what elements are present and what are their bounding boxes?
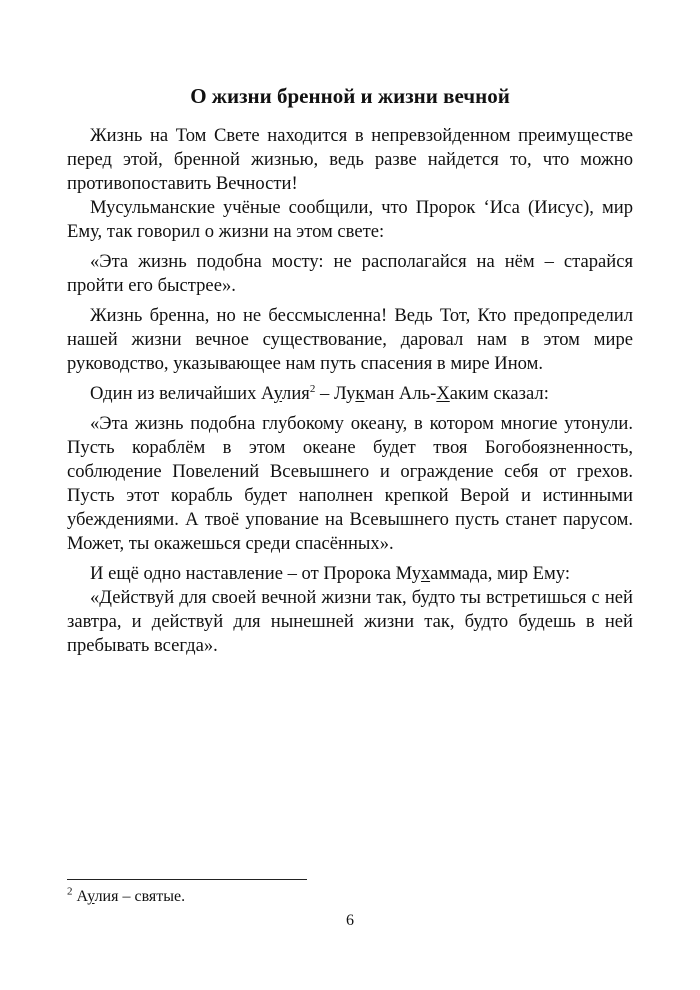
paragraph-1: Жизнь на Том Свете находится в непревзойденном преимуществе перед этой, бренной жизнью, ведь разве найдется то, что можно противопоставить Вечности! — [67, 125, 633, 194]
underlined-letter: Х — [436, 383, 450, 404]
text-run: аммада, мир Ему: — [430, 563, 571, 584]
underlined-letter: к — [355, 383, 365, 404]
text-run: А — [72, 888, 88, 905]
paragraph-luqman-intro — [67, 382, 633, 406]
paragraph-2: Мусульманские учёные сообщили, что Пророк ‘Иса (Иисус), мир Ему, так говорил о жизни на этом свете: — [67, 197, 633, 242]
underlined-letter: х — [421, 563, 431, 584]
text-run: лия – святые. — [94, 888, 186, 905]
paragraph-3: Жизнь бренна, но не бессмысленна! Ведь Тот, Кто предопределил нашей жизни вечное существование, даровал нам в этом мире руководство, указывающее нам путь спасения в мире Ином. — [67, 305, 633, 374]
text-run: Один из величайших А — [90, 383, 274, 404]
footnote-ref: 2 — [309, 382, 316, 395]
text-run: ман Аль- — [364, 383, 437, 404]
quote-muhammad: «Действуй для своей вечной жизни так, будто ты встретишься с ней завтра, и действуй для нынешней жизни так, будто будешь в ней пребывать всегда». — [67, 587, 633, 656]
text-run: аким сказал: — [449, 383, 549, 404]
underlined-letter: у — [87, 888, 95, 905]
footnote-number: 2 — [67, 885, 73, 898]
page-number: 6 — [346, 912, 354, 929]
text-run: И ещё одно наставление – от Пророка Му — [90, 563, 422, 584]
text-run: – Лу — [315, 383, 356, 404]
footnote-divider — [67, 879, 307, 880]
quote-luqman: «Эта жизнь подобна глубокому океану, в котором многие утонули. Пусть кораблём в этом океане будет твоя Богобоязненность, соблюдение Повелений Всевышнего и ограждение себя от грехов. Пусть этот корабль будет наполнен крепкой Верой и истинными убеждениями. А твоё упование на Всевышнего пусть станет парусом. Может, ты окажешься среди спасённых». — [67, 413, 633, 554]
body-text — [67, 124, 633, 658]
paragraph-muhammad-intro — [67, 562, 633, 586]
footnote — [67, 885, 186, 906]
quote-isa: «Эта жизнь подобна мосту: не располагайся на нём – старайся пройти его быстрее». — [67, 251, 633, 296]
text-run: лия — [282, 383, 310, 404]
underlined-letter: у — [273, 383, 283, 404]
page-title: О жизни бренной и жизни вечной — [190, 84, 510, 108]
